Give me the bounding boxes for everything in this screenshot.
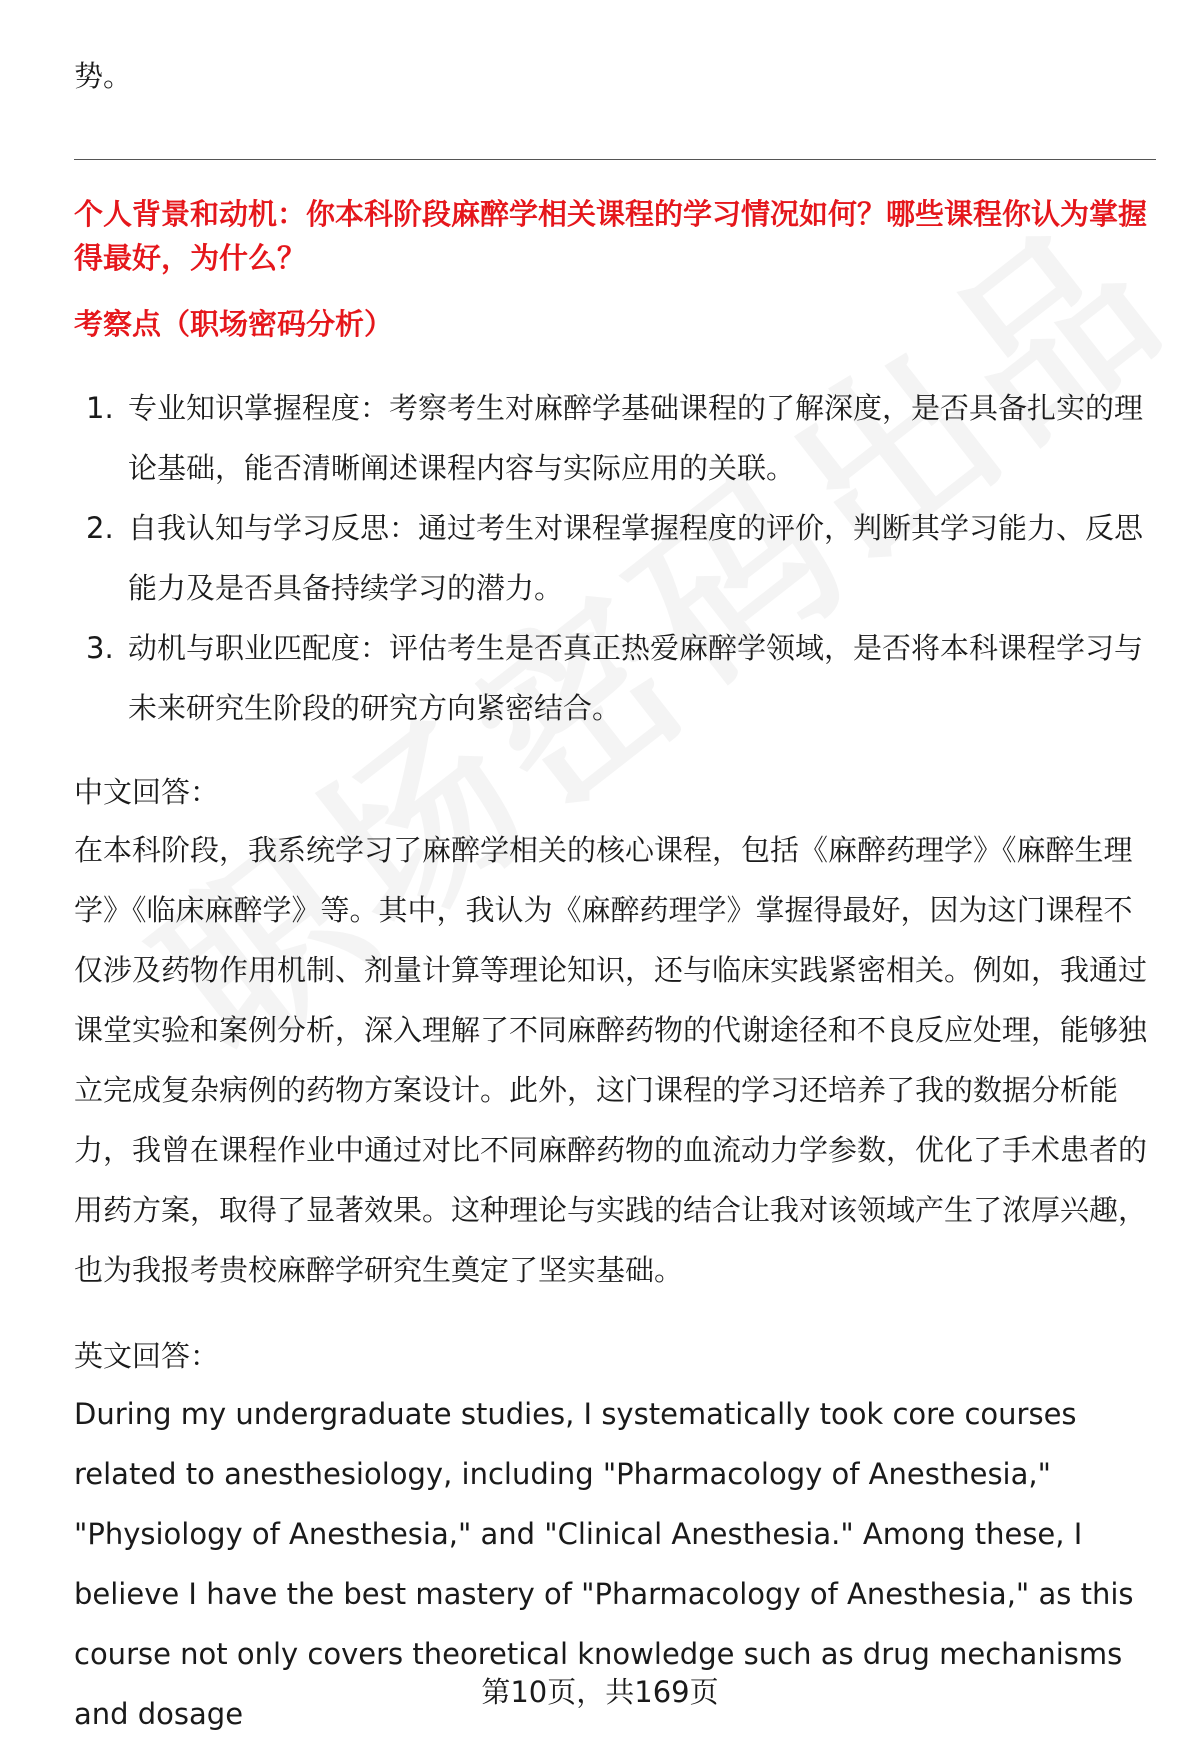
continued-text: 势。 — [74, 59, 133, 93]
list-item-text: 动机与职业匹配度：评估考生是否真正热爱麻醉学领域，是否将本科课程学习与未来研究生阶段的研究方向紧密结合。 — [128, 631, 1144, 725]
list-item-text: 专业知识掌握程度：考察考生对麻醉学基础课程的了解深度，是否具备扎实的理论基础，能否清晰阐述课程内容与实际应用的关联。 — [128, 391, 1144, 485]
list-item — [74, 378, 1156, 498]
english-answer-text: During my undergraduate studies, I systematically took core courses related to anesthesiology, including "Pharmacology of Anesthesia," "Physiology of Anesthesia," and "Clinical Anesthesia." Among these, I believe I have the best mastery of "Pharmacology of Anesthesia," as this course not only covers theoretical knowledge such as drug mechanisms and dosage — [74, 1397, 1134, 1731]
english-answer-label: 英文回答： — [74, 1339, 220, 1373]
list-item-text: 自我认知与学习反思：通过考生对课程掌握程度的评价，判断其学习能力、反思能力及是否具备持续学习的潜力。 — [128, 511, 1144, 605]
list-number: 1. — [86, 391, 114, 425]
chinese-answer-label: 中文回答： — [74, 775, 220, 809]
list-number: 2. — [86, 511, 114, 545]
list-number: 3. — [86, 631, 114, 665]
page-number: 第10页，共169页 — [481, 1675, 719, 1709]
list-item — [74, 618, 1156, 738]
list-item — [74, 498, 1156, 618]
question-heading: 个人背景和动机：你本科阶段麻醉学相关课程的学习情况如何？哪些课程你认为掌握得最好，为什么？ — [74, 197, 1148, 275]
chinese-answer-text: 在本科阶段，我系统学习了麻醉学相关的核心课程，包括《麻醉药理学》《麻醉生理学》《临床麻醉学》等。其中，我认为《麻醉药理学》掌握得最好，因为这门课程不仅涉及药物作用机制、剂量计算等理论知识，还与临床实践紧密相关。例如，我通过课堂实验和案例分析，深入理解了不同麻醉药物的代谢途径和不良反应处理，能够独立完成复杂病例的药物方案设计。此外，这门课程的学习还培养了我的数据分析能力，我曾在课程作业中通过对比不同麻醉药物的血流动力学参数，优化了手术患者的用药方案，取得了显著效果。这种理论与实践的结合让我对该领域产生了浓厚兴趣，也为我报考贵校麻醉学研究生奠定了坚实基础。 — [74, 833, 1148, 1287]
analysis-points-list — [74, 378, 1156, 738]
section-divider — [74, 159, 1156, 160]
analysis-heading: 考察点（职场密码分析） — [74, 307, 394, 341]
